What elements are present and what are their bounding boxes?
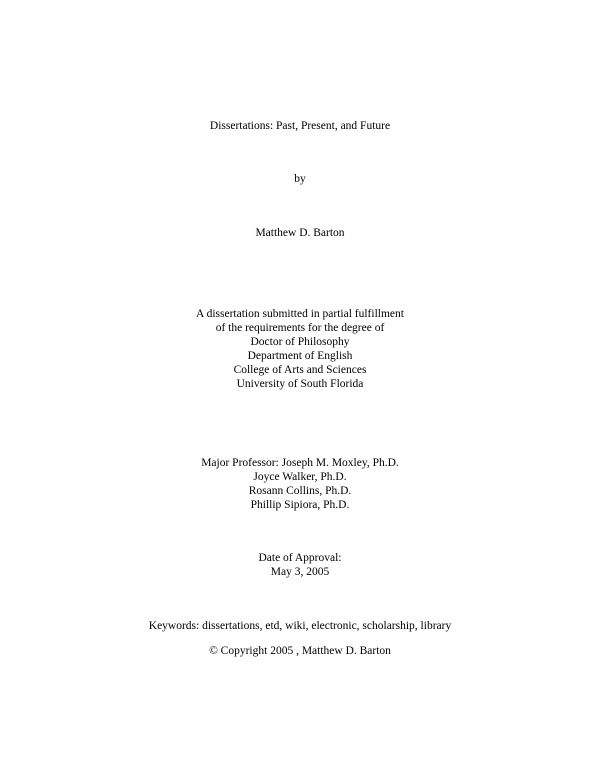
committee-member: Phillip Sipiora, Ph.D. bbox=[250, 499, 350, 511]
approval-label: Date of Approval: bbox=[258, 552, 342, 564]
copyright-section bbox=[0, 644, 600, 658]
statement-line: A dissertation submitted in partial fulfillment bbox=[196, 308, 404, 320]
university-name: University of South Florida bbox=[236, 378, 364, 390]
committee-member: Joyce Walker, Ph.D. bbox=[253, 471, 347, 483]
title-section bbox=[0, 119, 600, 133]
approval-date: May 3, 2005 bbox=[270, 566, 330, 578]
committee-member: Rosann Collins, Ph.D. bbox=[248, 485, 352, 497]
by-label: by bbox=[294, 173, 306, 185]
major-professor: Major Professor: Joseph M. Moxley, Ph.D. bbox=[201, 457, 399, 469]
keywords-text: Keywords: dissertations, etd, wiki, electronic, scholarship, library bbox=[148, 620, 452, 632]
college-name: College of Arts and Sciences bbox=[233, 364, 367, 376]
committee-section bbox=[0, 456, 600, 512]
approval-section bbox=[0, 551, 600, 579]
author-section bbox=[0, 226, 600, 240]
statement-line: of the requirements for the degree of bbox=[215, 322, 385, 334]
copyright-text: © Copyright 2005 , Matthew D. Barton bbox=[209, 645, 391, 657]
dissertation-title: Dissertations: Past, Present, and Future bbox=[209, 120, 391, 132]
degree-name: Doctor of Philosophy bbox=[250, 336, 350, 348]
keywords-section bbox=[0, 619, 600, 633]
author-name: Matthew D. Barton bbox=[255, 227, 345, 239]
by-section bbox=[0, 172, 600, 186]
degree-statement bbox=[0, 307, 600, 391]
department-name: Department of English bbox=[247, 350, 353, 362]
